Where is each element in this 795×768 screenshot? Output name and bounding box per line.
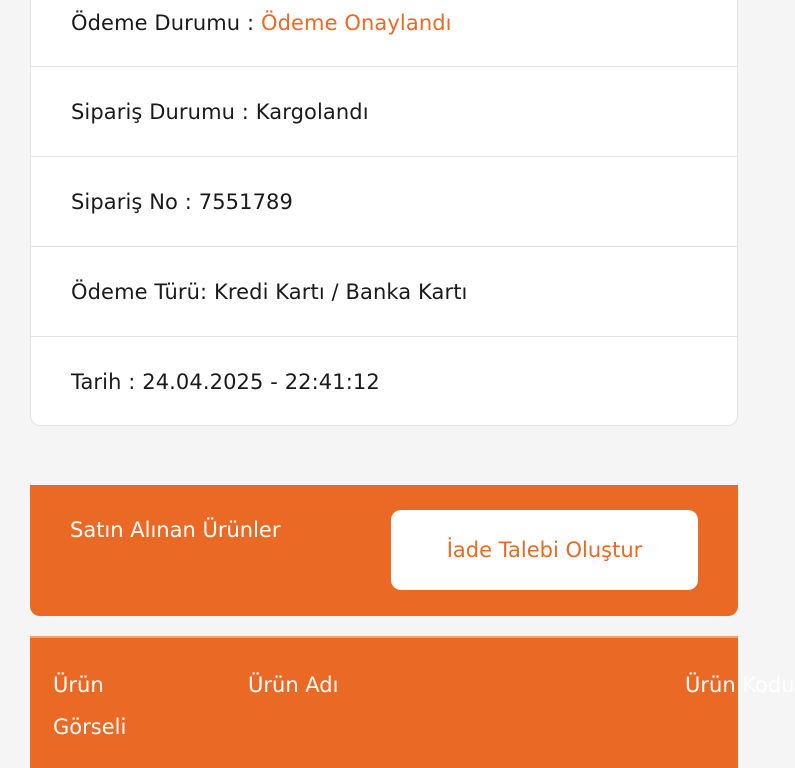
- products-table-header: [30, 636, 795, 768]
- date-label: Tarih :: [71, 370, 143, 394]
- order-no-value: 7551789: [198, 189, 293, 214]
- payment-type-row: [31, 247, 737, 337]
- date-value: 24.04.2025 - 22:41:12: [142, 370, 380, 394]
- order-no-label: Sipariş No :: [71, 189, 199, 214]
- purchased-products-title: Satın Alınan Ürünler: [70, 518, 281, 542]
- order-status-value: Kargolandı: [255, 99, 369, 124]
- payment-status-label: Ödeme Durumu :: [71, 10, 261, 35]
- column-header-product-name[interactable]: Ürün Adı: [248, 673, 339, 697]
- purchased-products-banner: [30, 485, 738, 616]
- date-row: [31, 337, 737, 427]
- payment-type-value: Kredi Kartı / Banka Kartı: [213, 279, 468, 304]
- column-header-product-image[interactable]: Ürün Görseli: [53, 673, 127, 739]
- column-header-product-code[interactable]: Ürün Kodu: [685, 673, 795, 697]
- payment-status-row: [31, 0, 737, 67]
- create-refund-request-button[interactable]: İade Talebi Oluştur: [391, 510, 698, 590]
- order-info-card: [30, 0, 738, 426]
- order-status-row: [31, 67, 737, 157]
- payment-type-label: Ödeme Türü:: [71, 279, 214, 304]
- order-status-label: Sipariş Durumu :: [71, 99, 256, 124]
- order-no-row: [31, 157, 737, 247]
- payment-status-value: Ödeme Onaylandı: [260, 10, 452, 35]
